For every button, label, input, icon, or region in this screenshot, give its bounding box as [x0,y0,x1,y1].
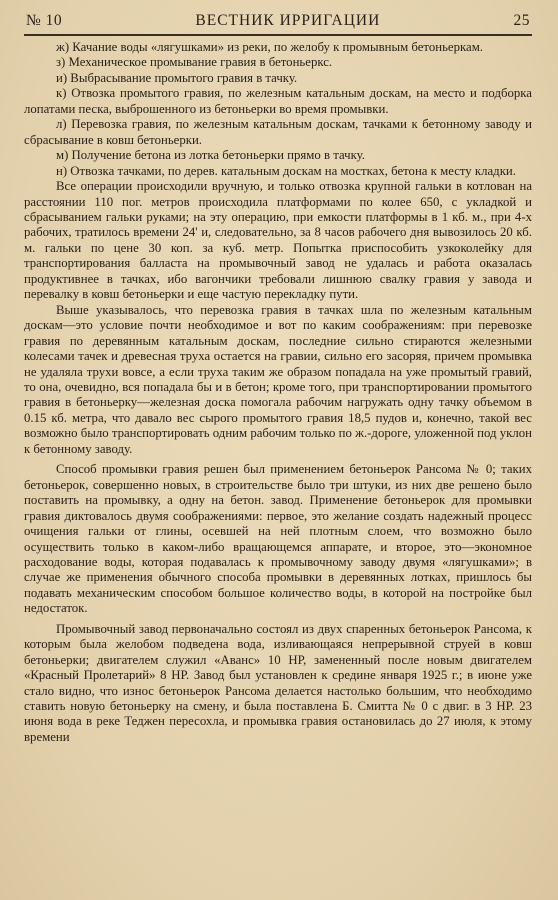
article-body [24,40,532,745]
list-item-l: л) Перевозка гравия, по железным катальным доскам, тачками к бетонному заводу и сбрасывание в ковш бетоньерки. [24,117,532,147]
page-number: 25 [513,12,530,29]
list-item-k: к) Отвозка промытого гравия, по железным катальным доскам, на место и подборка лопатами песка, выброшенного из бетоньерки во время промывки. [24,86,532,116]
issue-number: № 10 [26,12,63,29]
paragraph-ransome-mixers: Способ промывки гравия решен был применением бетоньерок Рансома № 0; таких бетоньерок, совершенно новых, в строительстве было три штуки, из них две решено было поставить на промывку, а одну на бетон. завод. Применение бетоньерок для промывки гравия диктовалось двумя соображениями: первое, это желание создать надежный процесс очищения гальки от глины, осевшей на ней плотным слоем, что возможно было осуществить только в каком-либо вращающемся аппарате, и второе, это—экономное расходование воды, которая подавалась к промывочному заводу двумя «лягушками»; в случае же применения обычного способа промывки в деревянных лотках, пришлось бы подавать механическим способом большое количество воды, в которой на постройке был недостаток. [24,462,532,616]
list-item-m: м) Получение бетона из лотка бетоньерки прямо в тачку. [56,148,365,163]
journal-title: ВЕСТНИК ИРРИГАЦИИ [195,12,381,29]
running-header [24,12,532,36]
list-item-zh: ж) Качание воды «лягушками» из реки, по желобу к промывным бетоньеркам. [56,40,483,54]
list-item-i: и) Выбрасывание промытого гравия в тачку. [56,70,298,85]
paragraph-iron-boards: Выше указывалось, что перевозка гравия в тачках шла по железным катальным доскам—это условие почти необходимое и вот по каким соображениям: при перевозке гравия по деревянным катальным доскам, последние сильно стираются железными колесами тачек и древесная труха остается на гравии, сильно его засоряя, причем промывка не удаляла трухи вовсе, а если труха таким же образом попадала на уже промытый гравий, то она, очевидно, вся попадала бы и в бетон; кроме того, при транспортировании промытого гравия в бетоньерку—железная доска помогала рабочим нагружать одну тачку объемом в 0.15 кб. метра, что давало вес сырого промытого гравия 18,5 пудов и, конечно, такой вес возможно было транспортировать одним рабочим только по ж.-дороге, уложенной под уклон к бетонному заводу. [24,302,532,456]
list-item-z: з) Механическое промывание гравия в бетоньеркс. [56,55,333,70]
paragraph-manual-operations: Все операции происходили вручную, и только отвозка крупной гальки в котлован на расстоянии 110 пог. метров происходила платформами по колее 650, с укладкой и сбрасыванием гальки руками; на эту операцию, при емкости платформы в 1 кб. м., при 4-х рабочих, тратилось времени 24' и, следовательно, за 8 часов рабочего дня вывозилось 20 кб. м. гальки по цене 30 коп. за куб. метр. Попытка приспособить узкоколейку для транспортирования балласта на промывочный завод не удалась и работа оказалась продуктивнее в тачках, ибо вагончики требовали лишнюю свалку гравия у завода и перевалку в ковш бетоньерки и еще частую перекладку пути. [24,179,532,302]
list-item-n: н) Отвозка тачками, по дерев. катальным доскам на мостках, бетона к месту кладки. [56,163,516,178]
paragraph-washing-plant: Промывочный завод первоначально состоял из двух спаренных бетоньерок Рансома, к которым была желобом подведена вода, изливающаяся непрерывной струей в ковш бетоньерки; двигателем служил «Аванс» 10 НР, замененный после новым двигателем «Красный Пролетарий» 8 НР. Завод был установлен к средине января 1925 г.; в июне уже стало видно, что износ бетоньерок Рансома делается настолько большим, что необходимо ставить новую бетоньерку на смену, и была поставлена Б. Смитта № 0 с двиг. в 3 НР. 23 июня вода в реке Теджен пересохла, и промывка гравия остановилась до 27 июля, к этому времени [24,621,532,744]
